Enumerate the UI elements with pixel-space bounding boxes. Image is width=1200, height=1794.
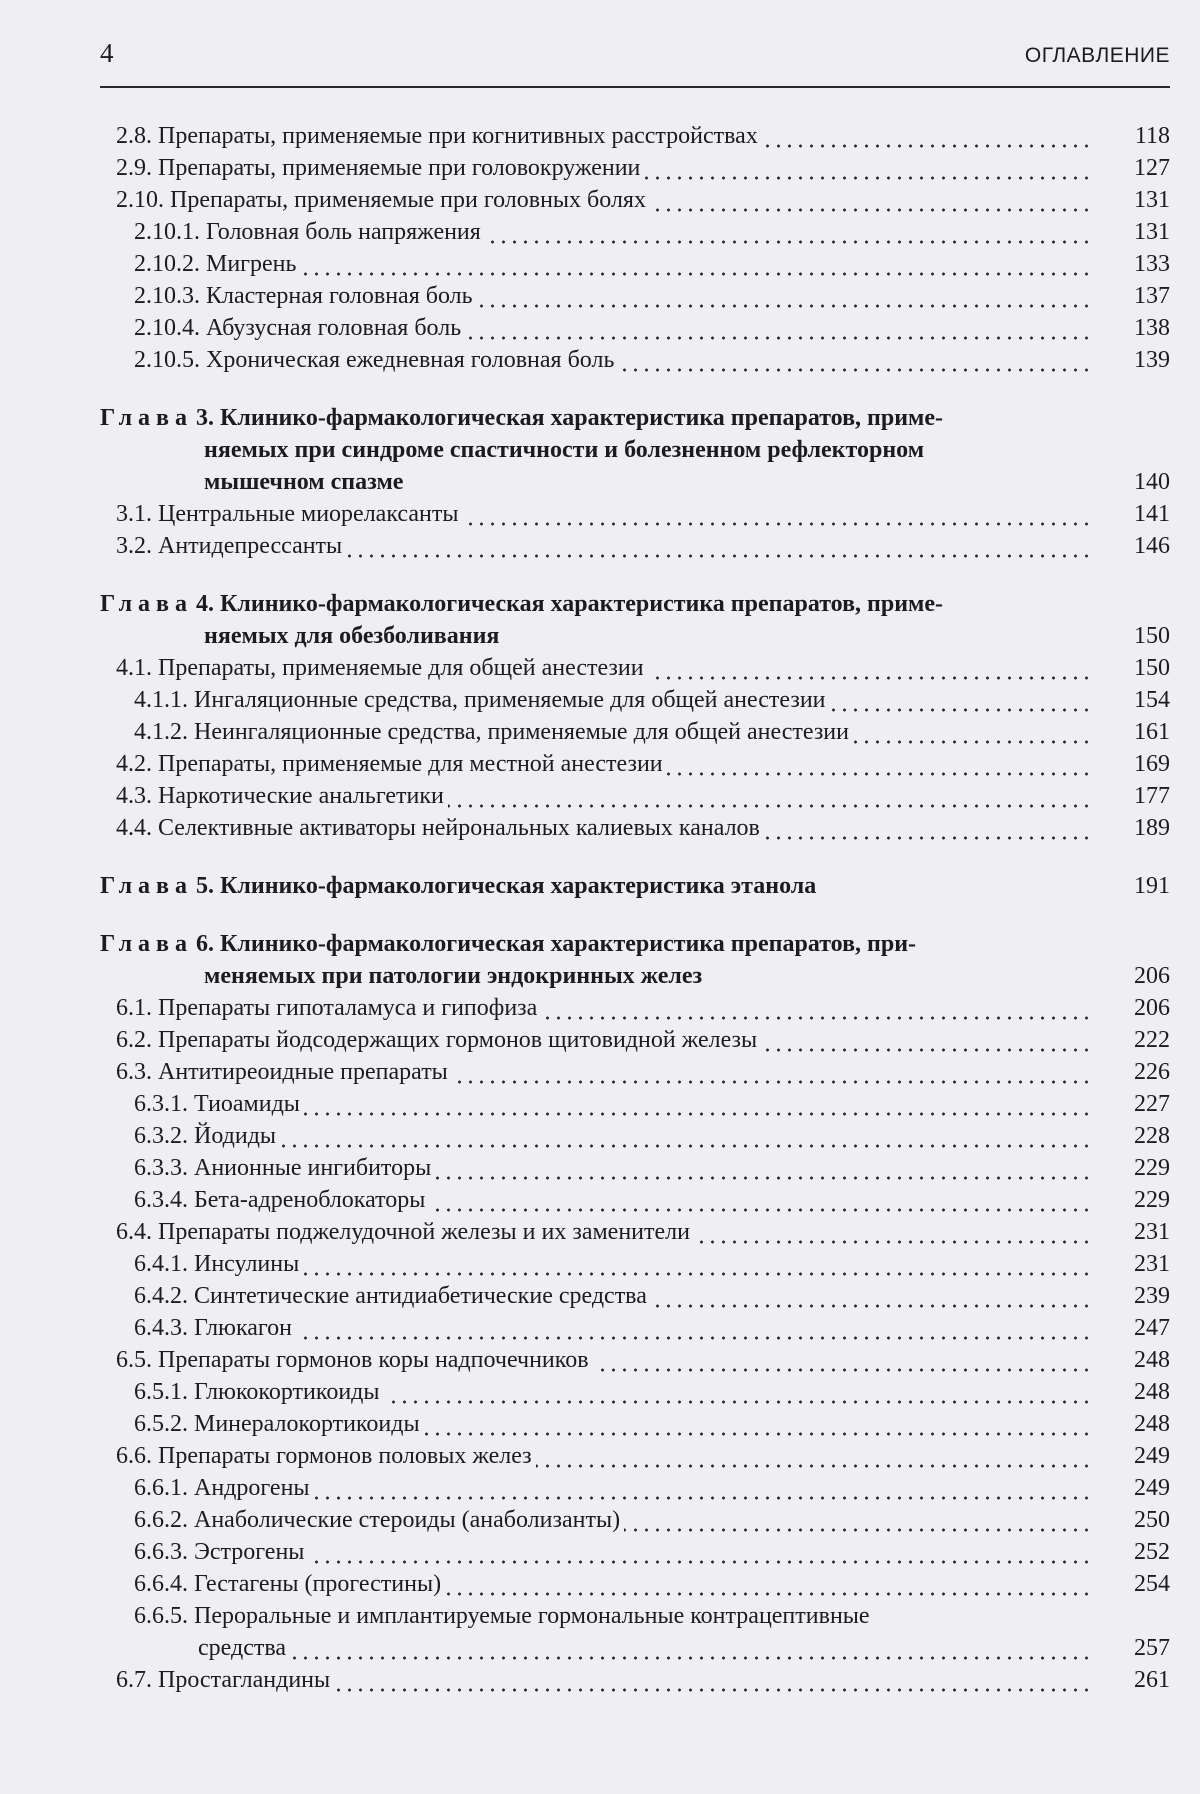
toc-entry[interactable] xyxy=(100,1376,1170,1408)
toc-entry[interactable] xyxy=(100,652,1170,684)
page-number-ref: 254 xyxy=(1134,1571,1170,1597)
toc-entry[interactable] xyxy=(100,1216,1170,1248)
entry-label: 6.4. Препараты поджелудочной железы и их заменители xyxy=(116,1219,694,1245)
chapter-title-line xyxy=(100,588,1170,620)
chapter-title-line xyxy=(100,402,1170,434)
chapter-title-text: мышечном спазме xyxy=(204,469,404,495)
entry-text xyxy=(134,1536,1092,1568)
toc-entry[interactable] xyxy=(100,312,1170,344)
toc-entry[interactable] xyxy=(100,216,1170,248)
page-number-ref: 150 xyxy=(1134,655,1170,681)
page-number-ref: 191 xyxy=(1134,873,1170,899)
toc-entry[interactable] xyxy=(100,1536,1170,1568)
toc-entry[interactable] xyxy=(100,1600,1170,1632)
page-number-ref: 227 xyxy=(1134,1091,1170,1117)
page-number-ref: 146 xyxy=(1134,533,1170,559)
entry-label: 6.2. Препараты йодсодержащих гормонов щитовидной железы xyxy=(116,1027,761,1053)
toc-entry[interactable] xyxy=(100,498,1170,530)
section-gap xyxy=(100,844,1170,870)
chapter-title-line xyxy=(100,620,1170,652)
toc-entry[interactable] xyxy=(100,1184,1170,1216)
toc-entry[interactable] xyxy=(100,684,1170,716)
entry-label: 6.6.2. Анаболические стероиды (анаболизанты) xyxy=(134,1507,624,1533)
entry-text xyxy=(134,280,1092,312)
page-number: 4 xyxy=(100,38,114,68)
entry-label: 2.10. Препараты, применяемые при головных болях xyxy=(116,187,650,213)
running-head: ОГЛАВЛЕНИЕ xyxy=(1024,44,1170,67)
page-number-ref: 257 xyxy=(1134,1635,1170,1661)
toc-entry[interactable] xyxy=(100,1664,1170,1696)
entry-text xyxy=(116,1024,1092,1056)
entry-text xyxy=(116,780,1092,812)
toc-entry[interactable] xyxy=(100,1568,1170,1600)
entry-label: 6.3.1. Тиоамиды xyxy=(134,1091,304,1117)
page-number-ref: 231 xyxy=(1134,1251,1170,1277)
chapter-title-line xyxy=(100,928,1170,960)
toc-entry[interactable] xyxy=(100,1472,1170,1504)
toc-entry[interactable] xyxy=(100,1056,1170,1088)
entry-label: 6.4.2. Синтетические антидиабетические средства xyxy=(134,1283,651,1309)
entry-text xyxy=(134,1600,1092,1632)
chapter-title-text: 4. Клинико-фармакологическая характеристика препаратов, приме- xyxy=(196,591,944,617)
entry-text xyxy=(134,312,1092,344)
entry-label: 6.5.2. Минералокортикоиды xyxy=(134,1411,424,1437)
page-number-ref: 138 xyxy=(1134,315,1170,341)
page-number-ref: 141 xyxy=(1134,501,1170,527)
entry-label: 6.6.5. Пероральные и имплантируемые гормональные контрацептивные xyxy=(134,1603,874,1629)
entry-label: 4.1.2. Неингаляционные средства, применяемые для общей анестезии xyxy=(134,719,853,745)
page-number-ref: 206 xyxy=(1134,995,1170,1021)
entry-label: 2.10.2. Мигрень xyxy=(134,251,300,277)
page-number-ref: 248 xyxy=(1134,1347,1170,1373)
page-number-ref: 222 xyxy=(1134,1027,1170,1053)
entry-label: 6.6.1. Андрогены xyxy=(134,1475,314,1501)
entry-text xyxy=(134,1152,1092,1184)
entry-label: 6.3. Антитиреоидные препараты xyxy=(116,1059,452,1085)
entry-text xyxy=(116,498,1092,530)
page-number-ref: 206 xyxy=(1134,963,1170,989)
entry-text xyxy=(116,1056,1092,1088)
entry-text xyxy=(134,684,1092,716)
entry-text xyxy=(116,748,1092,780)
page-number-ref: 177 xyxy=(1134,783,1170,809)
chapter-title-text: 6. Клинико-фармакологическая характеристика препаратов, при- xyxy=(196,931,917,957)
entry-label: 6.6.4. Гестагены (прогестины) xyxy=(134,1571,445,1597)
toc-entry[interactable] xyxy=(100,716,1170,748)
chapter-prefix: Глава xyxy=(100,931,193,957)
page-number-ref: 229 xyxy=(1134,1155,1170,1181)
chapter-prefix: Глава xyxy=(100,405,193,431)
toc-entry[interactable] xyxy=(100,1152,1170,1184)
chapter-heading[interactable] xyxy=(100,928,1170,992)
page-number-ref: 247 xyxy=(1134,1315,1170,1341)
toc-entry[interactable] xyxy=(100,248,1170,280)
page-number-ref: 118 xyxy=(1134,123,1170,149)
entry-text xyxy=(134,1408,1092,1440)
entry-text xyxy=(116,652,1092,684)
entry-text xyxy=(116,1344,1092,1376)
entry-label: 6.1. Препараты гипоталамуса и гипофиза xyxy=(116,995,541,1021)
page-number-ref: 140 xyxy=(1134,469,1170,495)
toc-entry[interactable] xyxy=(100,1312,1170,1344)
page-number-ref: 226 xyxy=(1134,1059,1170,1085)
entry-label: 4.3. Наркотические анальгетики xyxy=(116,783,448,809)
page-number-ref: 139 xyxy=(1134,347,1170,373)
entry-text xyxy=(134,1472,1092,1504)
chapter-title-text: 5. Клинико-фармакологическая характеристика этанола xyxy=(196,873,817,899)
toc-entry[interactable] xyxy=(100,1120,1170,1152)
entry-label: 2.10.3. Кластерная головная боль xyxy=(134,283,477,309)
section-gap xyxy=(100,562,1170,588)
entry-text xyxy=(134,1568,1092,1600)
chapter-heading[interactable] xyxy=(100,588,1170,652)
section-gap xyxy=(100,902,1170,928)
page-number-ref: 249 xyxy=(1134,1475,1170,1501)
toc-entry[interactable] xyxy=(100,1280,1170,1312)
entry-text xyxy=(134,716,1092,748)
entry-label: 2.10.4. Абузусная головная боль xyxy=(134,315,465,341)
chapter-prefix: Глава xyxy=(100,873,193,899)
entry-text xyxy=(134,1280,1092,1312)
entry-label: 2.8. Препараты, применяемые при когнитивных расстройствах xyxy=(116,123,762,149)
page-number-ref: 131 xyxy=(1134,219,1170,245)
page-number-ref: 228 xyxy=(1134,1123,1170,1149)
entry-text xyxy=(198,1632,1092,1664)
toc-entry[interactable] xyxy=(100,530,1170,562)
entry-text xyxy=(116,152,1092,184)
toc-entry[interactable] xyxy=(100,1408,1170,1440)
entry-label: 6.5. Препараты гормонов коры надпочечников xyxy=(116,1347,593,1373)
entry-label: 6.4.1. Инсулины xyxy=(134,1251,303,1277)
entry-text xyxy=(116,992,1092,1024)
toc-entry[interactable] xyxy=(100,152,1170,184)
header-rule xyxy=(100,86,1170,88)
entry-label: 4.2. Препараты, применяемые для местной анестезии xyxy=(116,751,667,777)
entry-text xyxy=(116,184,1092,216)
entry-text xyxy=(134,1312,1092,1344)
entry-label: 2.9. Препараты, применяемые при головокружении xyxy=(116,155,644,181)
entry-text xyxy=(134,1248,1092,1280)
toc-entry[interactable] xyxy=(100,1248,1170,1280)
chapter-title-text: няемых при синдроме спастичности и болезненном рефлекторном xyxy=(204,437,925,463)
entry-label: 3.2. Антидепрессанты xyxy=(116,533,346,559)
entry-text xyxy=(134,1504,1092,1536)
entry-text xyxy=(116,812,1092,844)
entry-label: 6.3.3. Анионные ингибиторы xyxy=(134,1155,435,1181)
toc-entry[interactable] xyxy=(100,1024,1170,1056)
chapter-prefix: Глава xyxy=(100,591,193,617)
page-number-ref: 137 xyxy=(1134,283,1170,309)
toc-entry[interactable] xyxy=(100,1344,1170,1376)
table-of-contents xyxy=(100,120,1170,1696)
entry-text xyxy=(116,530,1092,562)
toc-entry[interactable] xyxy=(100,184,1170,216)
entry-text xyxy=(116,1216,1092,1248)
entry-label: 6.7. Простагландины xyxy=(116,1667,334,1693)
toc-entry[interactable] xyxy=(100,1504,1170,1536)
section-gap xyxy=(100,376,1170,402)
entry-label: 2.10.1. Головная боль напряжения xyxy=(134,219,485,245)
chapter-title-line xyxy=(100,960,1170,992)
toc-entry[interactable] xyxy=(100,780,1170,812)
entry-text xyxy=(134,1088,1092,1120)
page-number-ref: 249 xyxy=(1134,1443,1170,1469)
entry-label: средства xyxy=(198,1635,290,1661)
toc-entry[interactable] xyxy=(100,344,1170,376)
page-number-ref: 248 xyxy=(1134,1379,1170,1405)
entry-text xyxy=(116,1440,1092,1472)
chapter-title-line xyxy=(100,870,1170,902)
page-number-ref: 248 xyxy=(1134,1411,1170,1437)
entry-text xyxy=(134,344,1092,376)
entry-text xyxy=(134,248,1092,280)
toc-entry[interactable] xyxy=(100,992,1170,1024)
toc-entry[interactable] xyxy=(100,1440,1170,1472)
chapter-title-text: меняемых при патологии эндокринных желез xyxy=(204,963,703,989)
chapter-title-line xyxy=(100,466,1170,498)
page-number-ref: 127 xyxy=(1134,155,1170,181)
entry-label: 4.4. Селективные активаторы нейрональных калиевых каналов xyxy=(116,815,764,841)
toc-entry[interactable] xyxy=(100,1088,1170,1120)
toc-entry[interactable] xyxy=(100,748,1170,780)
entry-label: 2.10.5. Хроническая ежедневная головная боль xyxy=(134,347,618,373)
chapter-heading[interactable] xyxy=(100,870,1170,902)
page-number-ref: 131 xyxy=(1134,187,1170,213)
entry-label: 6.6.3. Эстрогены xyxy=(134,1539,308,1565)
page-number-ref: 189 xyxy=(1134,815,1170,841)
chapter-title-text: няемых для обезболивания xyxy=(204,623,500,649)
toc-entry[interactable] xyxy=(100,120,1170,152)
chapter-title-line xyxy=(100,434,1170,466)
entry-text xyxy=(134,216,1092,248)
entry-label: 4.1. Препараты, применяемые для общей анестезии xyxy=(116,655,648,681)
page-number-ref: 239 xyxy=(1134,1283,1170,1309)
chapter-heading[interactable] xyxy=(100,402,1170,498)
page-number-ref: 231 xyxy=(1134,1219,1170,1245)
entry-text xyxy=(134,1184,1092,1216)
entry-label: 6.3.2. Йодиды xyxy=(134,1123,280,1149)
entry-label: 6.4.3. Глюкагон xyxy=(134,1315,296,1341)
page-number-ref: 161 xyxy=(1134,719,1170,745)
entry-label: 4.1.1. Ингаляционные средства, применяемые для общей анестезии xyxy=(134,687,830,713)
entry-label: 6.6. Препараты гормонов половых желез xyxy=(116,1443,536,1469)
toc-entry[interactable] xyxy=(100,1632,1170,1664)
entry-label: 3.1. Центральные миорелаксанты xyxy=(116,501,462,527)
page-number-ref: 133 xyxy=(1134,251,1170,277)
entry-text xyxy=(134,1376,1092,1408)
entry-text xyxy=(134,1120,1092,1152)
page-number-ref: 261 xyxy=(1134,1667,1170,1693)
entry-label: 6.3.4. Бета-адреноблокаторы xyxy=(134,1187,429,1213)
page-number-ref: 229 xyxy=(1134,1187,1170,1213)
chapter-title-text: 3. Клинико-фармакологическая характеристика препаратов, приме- xyxy=(196,405,944,431)
page-number-ref: 250 xyxy=(1134,1507,1170,1533)
entry-text xyxy=(116,120,1092,152)
entry-text xyxy=(116,1664,1092,1696)
page-number-ref: 169 xyxy=(1134,751,1170,777)
page-number-ref: 150 xyxy=(1134,623,1170,649)
page-number-ref: 252 xyxy=(1134,1539,1170,1565)
toc-entry[interactable] xyxy=(100,280,1170,312)
page-number-ref: 154 xyxy=(1134,687,1170,713)
toc-entry[interactable] xyxy=(100,812,1170,844)
entry-label: 6.5.1. Глюкокортикоиды xyxy=(134,1379,384,1405)
